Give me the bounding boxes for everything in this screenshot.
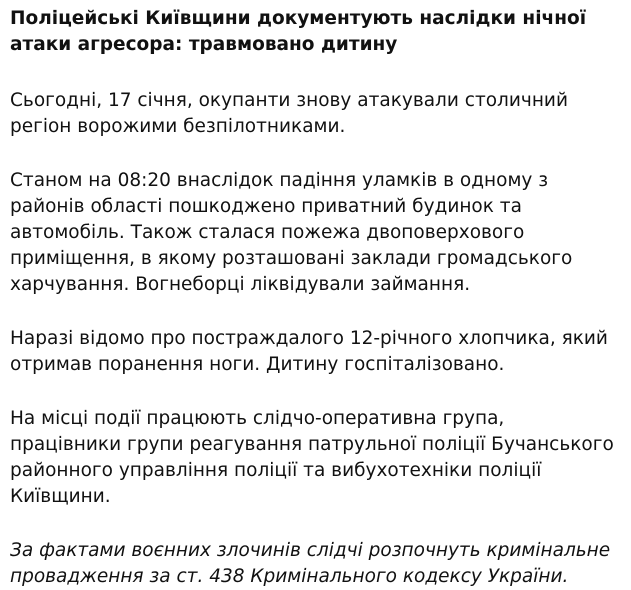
paragraph-injured: Наразі відомо про постраждалого 12-річного хлопчика, який отримав поранення ноги. Дитину госпіталізовано. bbox=[10, 328, 608, 375]
post-title: Поліцейські Київщини документують наслідки нічної атаки агресора: травмовано дитину bbox=[10, 8, 587, 55]
paragraph-damage: Станом на 08:20 внаслідок падіння уламків в одному з районів області пошкоджено приватний будинок та автомобіль. Також сталася пожежа двоповерхового приміщення, в якому розташовані заклади громадського харчування. Вогнеборці ліквідували займання. bbox=[10, 170, 573, 295]
paragraph-date: Сьогодні, 17 січня, окупанти знову атакували столичний регіон ворожими безпілотниками. bbox=[10, 90, 568, 137]
paragraph-responders: На місці події працюють слідчо-оперативна група, працівники групи реагування патрульної поліції Бучанського районного управління поліції та вибухотехніки поліції Київщини. bbox=[10, 408, 614, 507]
paragraph-criminal-case: За фактами воєнних злочинів слідчі розпочнуть кримінальне провадження за ст. 438 Кримінального кодексу України. bbox=[10, 540, 611, 587]
